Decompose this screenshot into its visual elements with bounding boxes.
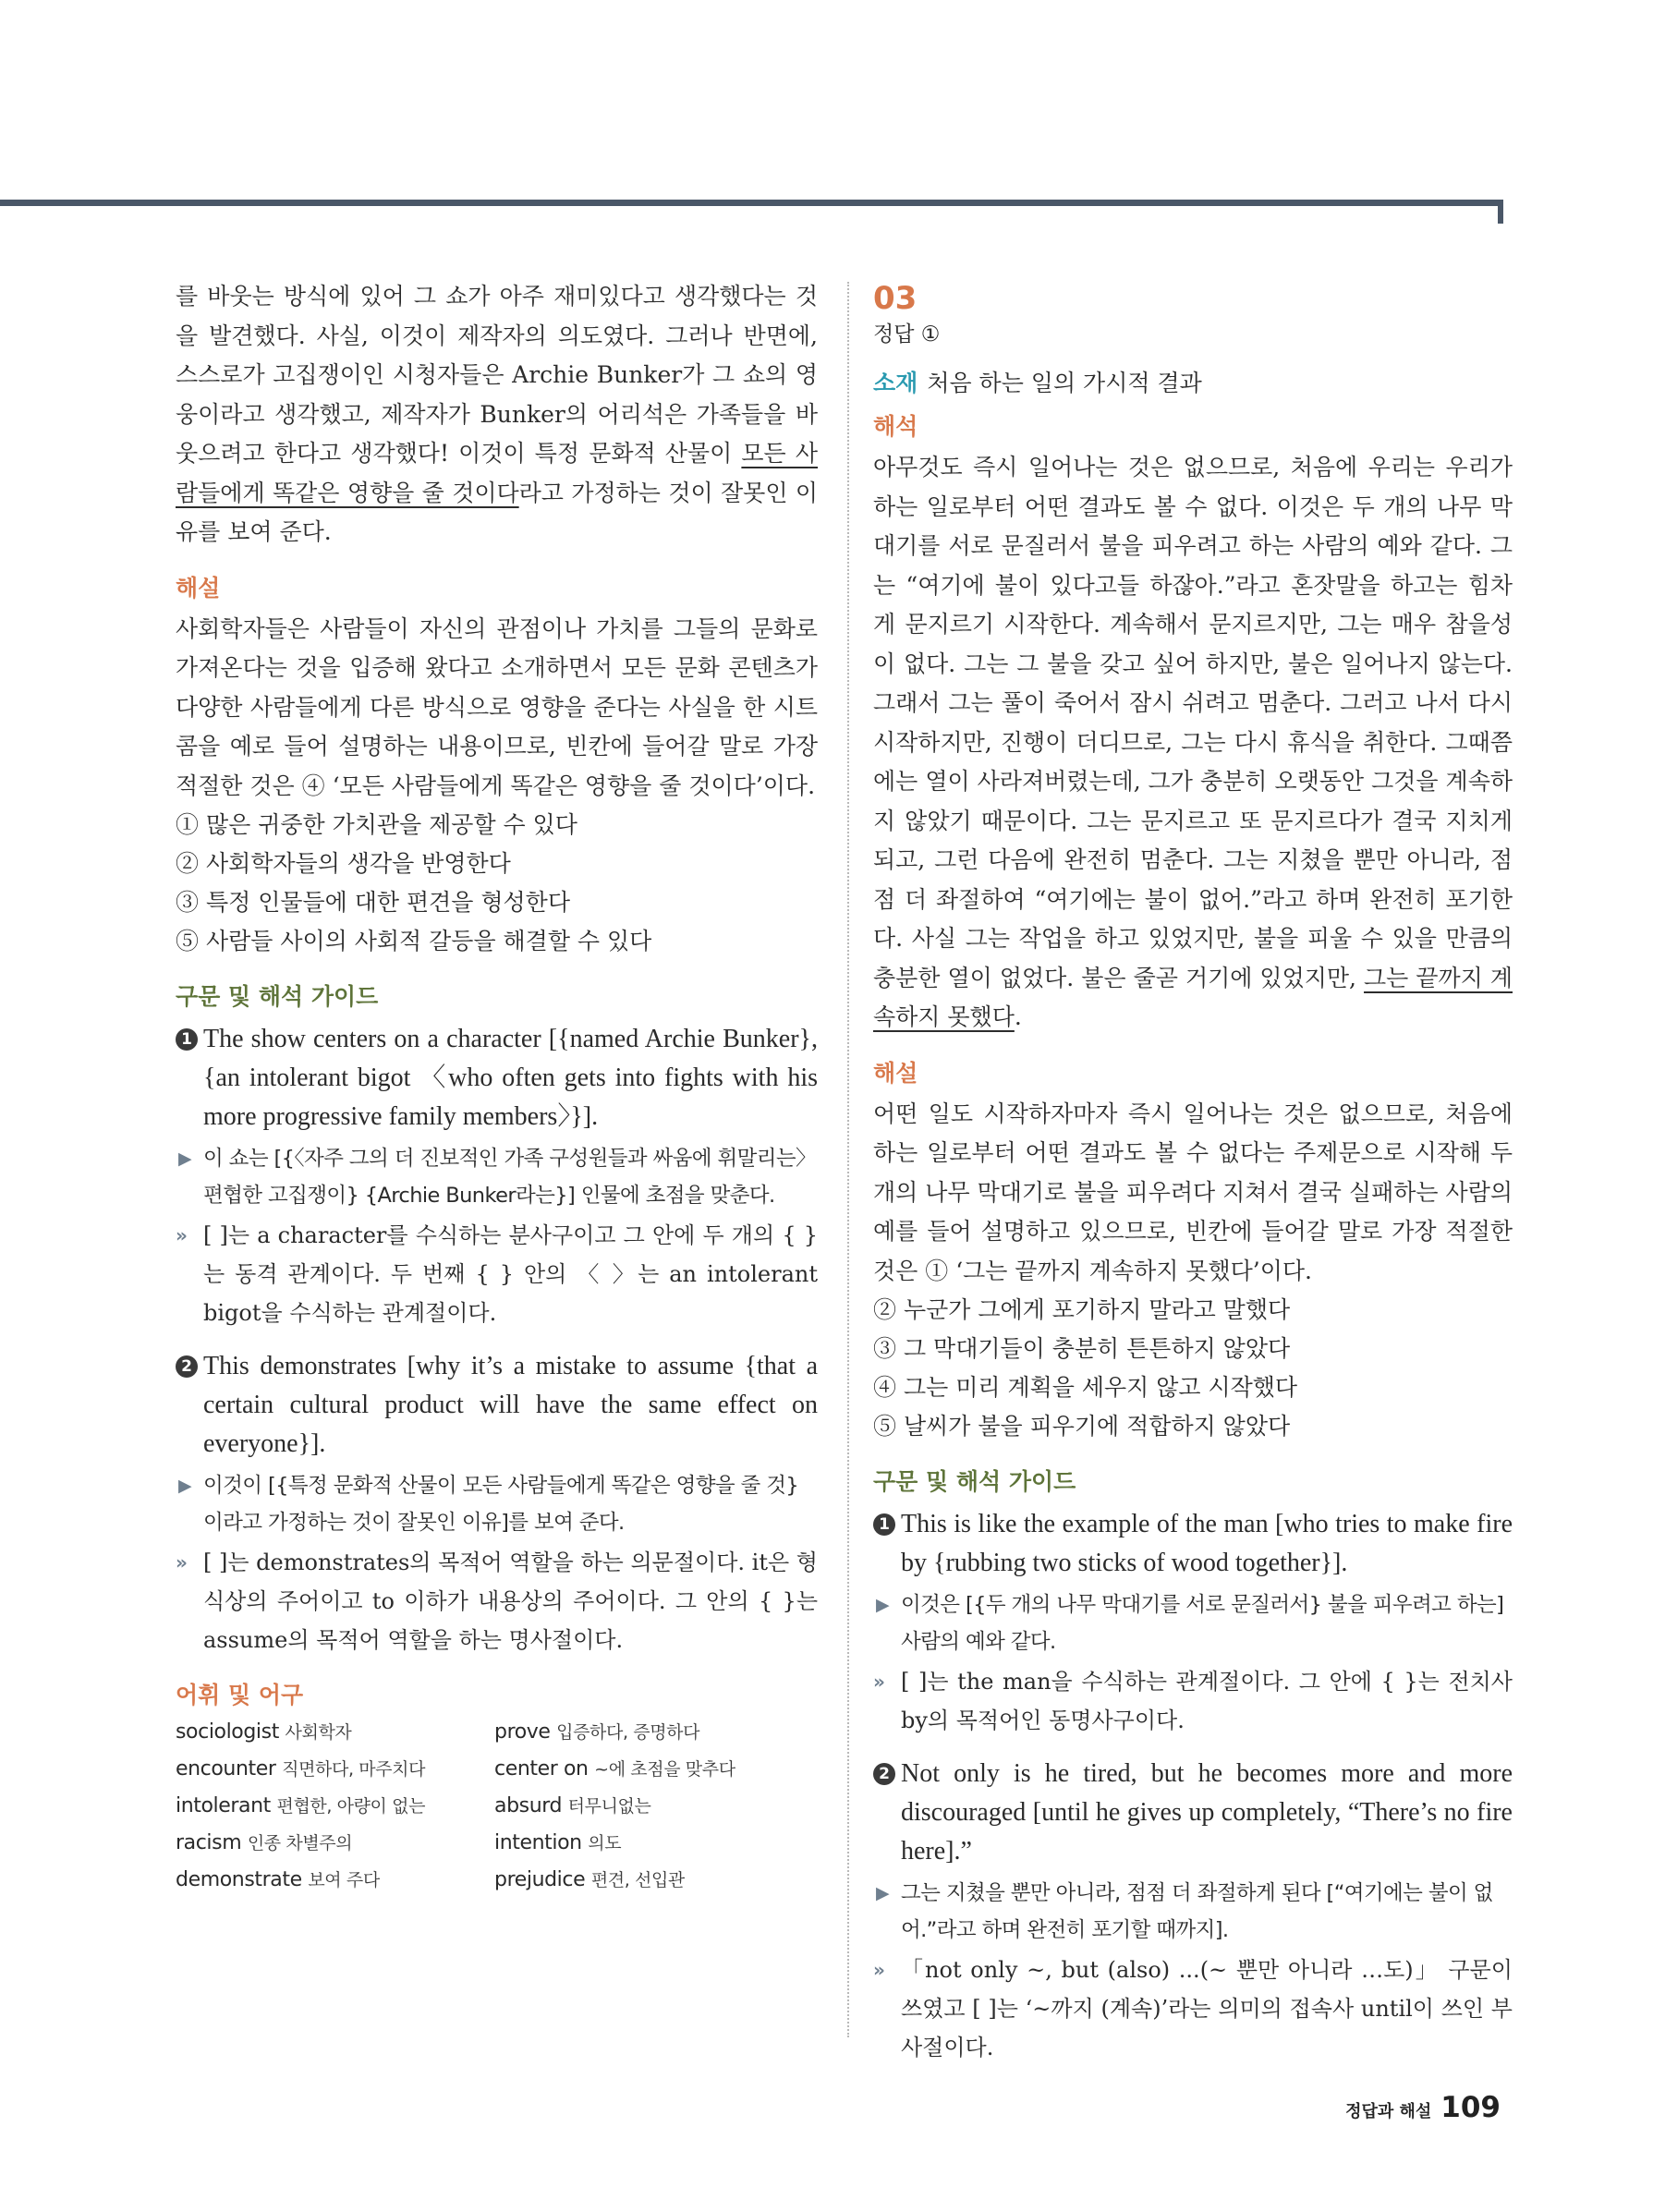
intro-text: 를 바웃는 방식에 있어 그 쇼가 아주 재미있다고 생각했다는 것을 발견했다. 사실, 이것이 제작자의 의도였다. 그러나 반면에, 스스로가 고집쟁이인 시청자들은 Archie Bunker가 그 쇼의 영웅이라고 생각했고, 제작자가 Bunker의 어리석은 가족들을 바웃으려고 한다고 생각했다! 이것이 특정 문화적 산물이 [176, 283, 818, 467]
vocab-item [494, 1828, 818, 1859]
double-chevron-icon: » [873, 1671, 885, 1693]
guide-translation [873, 1586, 1513, 1660]
vocab-meaning: 인종 차별주의 [247, 1833, 353, 1853]
option-item: ⑤ 날씨가 불을 피우기에 적합하지 않았다 [873, 1413, 1291, 1440]
triangle-arrow-icon: ▶ [178, 1149, 192, 1169]
explanation-text: 어떤 일도 시작하자마자 즉시 일어나는 것은 없으므로, 처음에 하는 일로부터 어떤 결과도 볼 수 없다는 주제문으로 시작해 두 개의 나무 막대기로 불을 피우려다 지쳐서 결국 실패하는 사람의 예를 들어 설명하고 있으므로, 빈칸에 들어갈 말로 가장 적절한 것은 ① ‘그는 끝까지 계속하지 못했다’이다. [873, 1100, 1513, 1284]
vocab-item [176, 1717, 494, 1748]
triangle-arrow-icon: ▶ [876, 1883, 890, 1903]
option-item: ① 많은 귀중한 가치관을 제공할 수 있다 [176, 811, 577, 838]
answer-line: 정답 ① [873, 322, 941, 346]
vocab-item [176, 1828, 494, 1859]
vocab-meaning: ~에 초점을 맞추다 [594, 1759, 735, 1780]
topic-line [873, 365, 1513, 402]
number-badge: 1 [873, 1513, 895, 1536]
vocab-meaning: 의도 [588, 1833, 622, 1853]
guide-sentence [176, 1347, 818, 1464]
option-item: ② 사회학자들의 생각을 반영한다 [176, 850, 511, 877]
vocab-word: encounter [176, 1757, 276, 1781]
guide-sentence [176, 1020, 818, 1136]
guide-translation [873, 1875, 1513, 1949]
wrong-options-list [176, 806, 818, 961]
option-item: ④ 그는 미리 계획을 세우지 않고 시작했다 [873, 1374, 1298, 1401]
passage-translation-continued [176, 277, 818, 553]
vocabulary-list [176, 1717, 818, 1896]
triangle-arrow-icon: ▶ [178, 1476, 192, 1496]
option-item: ③ 특정 인물들에 대한 편견을 형성한다 [176, 889, 570, 916]
vocab-word: intention [494, 1831, 582, 1854]
explanation-heading: 해설 [873, 1059, 918, 1087]
vocab-meaning: 보여 주다 [308, 1870, 380, 1890]
vocabulary-heading: 어휘 및 어구 [176, 1682, 304, 1708]
topic-text: 처음 하는 일의 가시적 결과 [927, 370, 1202, 396]
footer-label: 정답과 해설 [1345, 2102, 1432, 2121]
vocab-word: sociologist [176, 1720, 279, 1744]
translation-heading: 해석 [873, 413, 918, 440]
syntax-guide-heading: 구문 및 해석 가이드 [176, 983, 379, 1010]
page-footer [1345, 2091, 1501, 2124]
note-text: [ ]는 a character를 수식하는 분사구이고 그 안에 두 개의 { }는 동격 관계이다. 두 번째 { } 안의 〈 〉는 an intolerant bigot을 수식하는 관계절이다. [203, 1222, 818, 1326]
syntax-guide-heading: 구문 및 해석 가이드 [873, 1468, 1076, 1495]
double-chevron-icon: » [176, 1551, 188, 1574]
explanation-text: 사회학자들은 사람들이 자신의 관점이나 가치를 그들의 문화로 가져온다는 것을 입증해 왔다고 소개하면서 모든 문화 콘텐츠가 다양한 사람들에게 다른 방식으로 영향을 준다는 사실을 한 시트콤을 예로 들어 설명하는 내용이므로, 빈칸에 들어갈 말로 가장 적절한 것은 ④ ‘모든 사람들에게 똑같은 영향을 줄 것이다’이다. [176, 614, 818, 799]
vocab-word: prejudice [494, 1868, 586, 1891]
vocab-word: absurd [494, 1794, 563, 1817]
double-chevron-icon: » [873, 1959, 885, 1981]
guide-translation [176, 1467, 818, 1541]
vocab-word: intolerant [176, 1794, 271, 1817]
english-sentence: This is like the example of the man [who tries to make fire by {rubbing two sticks of wood together}]. [901, 1510, 1513, 1577]
vocab-word: prove [494, 1720, 551, 1744]
number-badge: 2 [176, 1355, 198, 1378]
double-chevron-icon: » [176, 1224, 188, 1246]
vocab-item [176, 1754, 494, 1785]
translation-text: 이것이 [{특정 문화적 산물이 모든 사람들에게 똑같은 영향을 줄 것}이라고 가정하는 것이 잘못인 이유]를 보여 준다. [203, 1474, 799, 1535]
vocab-item [494, 1717, 818, 1748]
guide-item-2 [176, 1347, 818, 1659]
wrong-options-list [873, 1291, 1513, 1446]
guide-item-1 [873, 1505, 1513, 1740]
intro-underlined-answer: 모든 사람들에게 똑같은 영향을 줄 것이다 [176, 440, 818, 506]
guide-item-2 [873, 1755, 1513, 2067]
left-column [176, 277, 818, 1896]
guide-translation [176, 1140, 818, 1214]
translation-underlined-answer: 그는 끝까지 계속하지 못했다 [873, 964, 1513, 1030]
topic-label: 소재 [873, 370, 918, 396]
passage-translation [873, 448, 1513, 1038]
right-column [873, 277, 1513, 2067]
triangle-arrow-icon: ▶ [876, 1595, 890, 1615]
page-number: 109 [1440, 2091, 1501, 2124]
note-text: [ ]는 the man을 수식하는 관계절이다. 그 안에 { }는 전치사 by의 목적어인 동명사구이다. [901, 1669, 1513, 1733]
vocab-word: racism [176, 1831, 242, 1854]
vocab-item [176, 1865, 494, 1896]
guide-item-1 [176, 1020, 818, 1332]
guide-note [873, 1662, 1513, 1740]
option-item: ⑤ 사람들 사이의 사회적 갈등을 해결할 수 있다 [176, 928, 652, 954]
guide-note [176, 1216, 818, 1332]
english-sentence: Not only is he tired, but he becomes more and more discouraged [until he gives up completely, “There’s no fire here].” [901, 1759, 1513, 1866]
vocab-word: center on [494, 1757, 589, 1781]
translation-tail: . [1014, 1003, 1022, 1030]
intro-tail-text: 라고 가정하는 것이 잘못인 이유를 보여 준다. [176, 479, 819, 545]
guide-sentence [873, 1505, 1513, 1583]
translation-body: 아무것도 즉시 일어나는 것은 없으므로, 처음에 우리는 우리가 하는 일로부터 어떤 결과도 볼 수 없다. 이것은 두 개의 나무 막대기를 서로 문질러서 불을 피우려고 하는 사람의 예와 같다. 그는 “여기에 불이 있다고들 하잖아.”라고 혼잣말을 하고는 힘차게 문지르기 시작한다. 계속해서 문지르지만, 그는 매우 참을성이 없다. 그는 그 불을 갖고 싶어 하지만, 불은 일어나지 않는다. 그래서 그는 풀이 죽어서 잠시 쉬려고 멈춘다. 그러고 나서 다시 시작하지만, 진행이 더디므로, 그는 다시 휴식을 취한다. 그때쯤에는 열이 사라져버렸는데, 그가 충분히 오랫동안 그것을 계속하지 않았기 때문이다. 그는 문지르고 또 문지르다가 결국 지치게 되고, 그런 다음에 완전히 멈춘다. 그는 지쳤을 뿐만 아니라, 점점 더 좌절하여 “여기에는 불이 없어.”라고 하며 완전히 포기한다. 사실 그는 작업을 하고 있었지만, 불을 피울 수 있을 만큼의 충분한 열이 없었다. 불은 줄곧 거기에 있었지만, [873, 454, 1513, 991]
option-item: ③ 그 막대기들이 충분히 튼튼하지 않았다 [873, 1335, 1291, 1362]
top-header-rule-tick [1498, 200, 1503, 224]
number-badge: 2 [873, 1763, 895, 1785]
vocab-item [494, 1754, 818, 1785]
top-header-rule [0, 200, 1502, 206]
option-item: ② 누군가 그에게 포기하지 말라고 말했다 [873, 1296, 1291, 1323]
translation-text: 이 쇼는 [{〈자주 그의 더 진보적인 가족 구성원들과 싸움에 휘말리는〉 편협한 고집쟁이} {Archie Bunker라는}] 인물에 초점을 맞춘다. [203, 1147, 816, 1208]
number-badge: 1 [176, 1028, 198, 1051]
vocab-item [494, 1791, 818, 1822]
guide-note [873, 1951, 1513, 2067]
vocab-meaning: 직면하다, 마주치다 [282, 1759, 426, 1780]
vocab-item [494, 1865, 818, 1896]
column-divider [847, 282, 849, 2037]
english-sentence: The show centers on a character [{named Archie Bunker}, {an intolerant bigot 〈who often gets into fights with his more progressive family members〉}]. [203, 1025, 818, 1131]
vocab-item [176, 1791, 494, 1822]
vocab-meaning: 터무니없는 [567, 1796, 651, 1817]
question-number: 03 [873, 280, 918, 317]
vocab-meaning: 사회학자 [285, 1722, 352, 1743]
vocab-meaning: 입증하다, 증명하다 [556, 1722, 700, 1743]
translation-text: 이것은 [{두 개의 나무 막대기를 서로 문질러서} 불을 피우려고 하는] 사람의 예와 같다. [901, 1593, 1504, 1654]
guide-note [176, 1543, 818, 1659]
vocab-meaning: 편견, 선입관 [590, 1870, 685, 1890]
guide-sentence [873, 1755, 1513, 1871]
english-sentence: This demonstrates [why it’s a mistake to assume {that a certain cultural product will have the same effect on everyone}]. [203, 1352, 818, 1458]
note-text: 「not only ~, but (also) ...(~ 뿐만 아니라 …도)」 구문이 쓰였고 [ ]는 ‘~까지 (계속)’라는 의미의 접속사 until이 쓰인 부사절이다. [901, 1957, 1513, 2060]
vocab-word: demonstrate [176, 1868, 302, 1891]
note-text: [ ]는 demonstrates의 목적어 역할을 하는 의문절이다. it은 형식상의 주어이고 to 이하가 내용상의 주어이다. 그 안의 { }는 assume의 목적어 역할을 하는 명사절이다. [203, 1550, 818, 1653]
explanation-heading: 해설 [176, 574, 221, 602]
translation-text: 그는 지쳤을 뿐만 아니라, 점점 더 좌절하게 된다 [“여기에는 불이 없어.”라고 하며 완전히 포기할 때까지]. [901, 1881, 1493, 1942]
vocab-meaning: 편협한, 아량이 없는 [276, 1796, 426, 1817]
